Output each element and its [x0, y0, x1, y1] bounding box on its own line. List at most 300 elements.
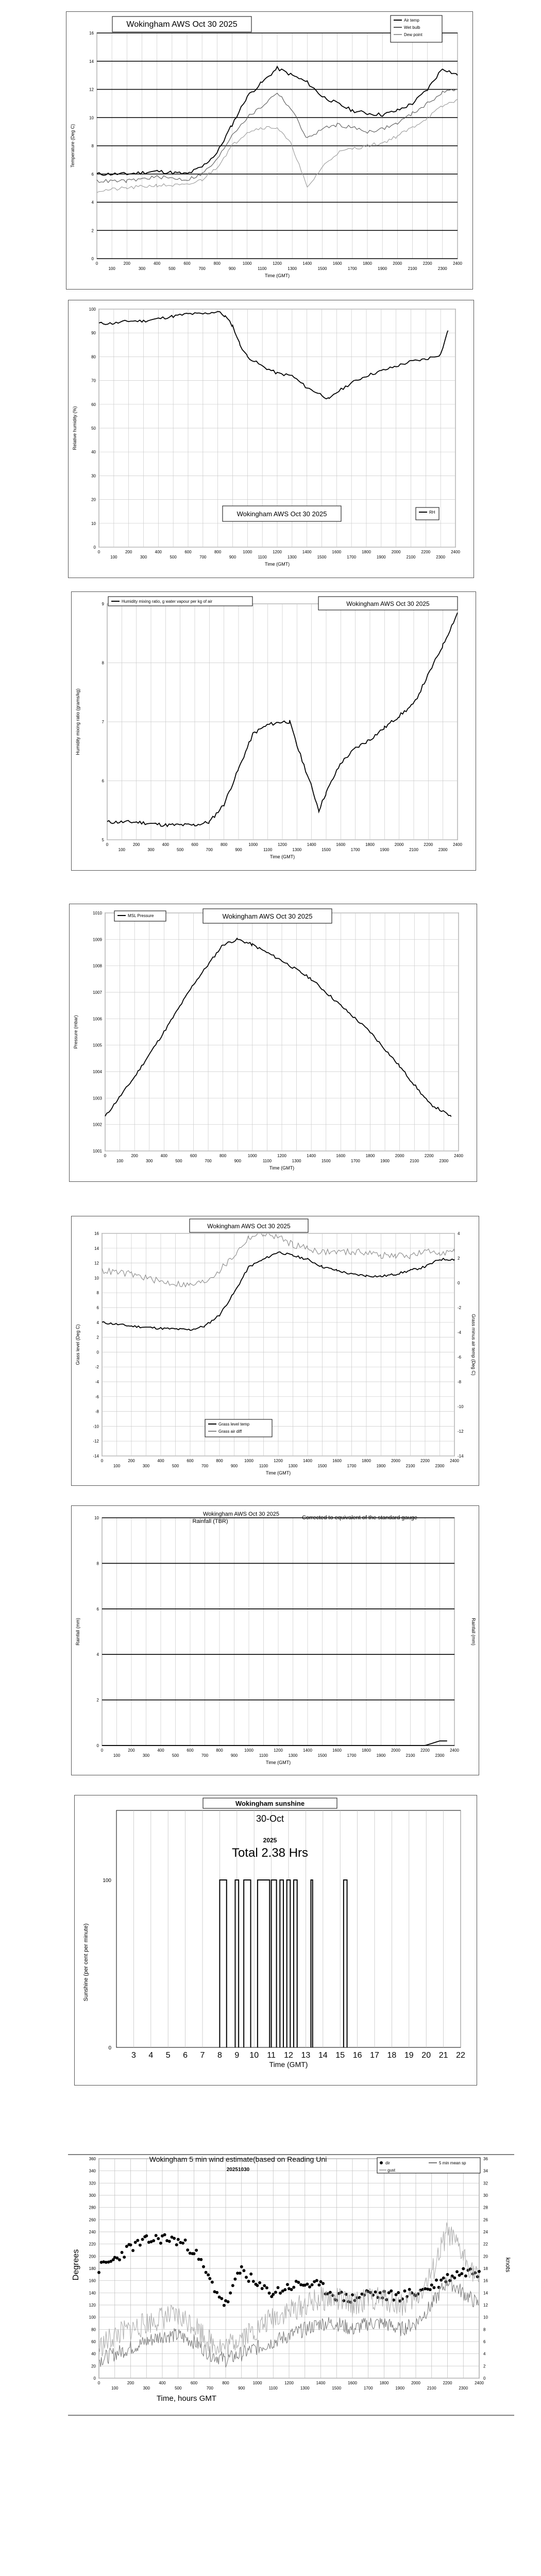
- x-tick-label: 200: [125, 550, 132, 554]
- direction-point: [247, 2280, 250, 2283]
- direction-point: [435, 2279, 438, 2282]
- y-tick-label: 240: [89, 2230, 96, 2234]
- y-tick-label: 100: [89, 2315, 96, 2320]
- x-tick-label: 1800: [365, 1154, 375, 1158]
- direction-point: [184, 2239, 187, 2242]
- x-tick-label: 1800: [362, 1459, 371, 1463]
- direction-point: [249, 2273, 252, 2276]
- x-tick-label: 500: [172, 1753, 179, 1758]
- y-tick-label: 0: [96, 1350, 99, 1355]
- y-tick-label: 1008: [93, 963, 102, 969]
- y2-tick-label: 10: [483, 2315, 488, 2320]
- direction-point: [223, 2304, 226, 2307]
- y2-axis-label: knots: [504, 2257, 512, 2273]
- direction-point: [256, 2284, 259, 2287]
- y2-tick-label: 34: [483, 2168, 488, 2174]
- direction-point: [168, 2240, 171, 2243]
- x-tick-label: 2200: [420, 1459, 430, 1463]
- x-tick-label: 400: [153, 261, 161, 266]
- direction-point: [446, 2273, 449, 2276]
- x-tick-label: 1100: [258, 266, 267, 271]
- x-tick-label: 2400: [450, 1748, 459, 1753]
- direction-point: [460, 2272, 463, 2275]
- x-tick-label: 7: [200, 2051, 205, 2060]
- y-tick-label: 2: [91, 228, 94, 233]
- y-tick-label: 1007: [93, 990, 102, 995]
- x-tick-label: 11: [267, 2051, 276, 2060]
- direction-point: [195, 2249, 198, 2252]
- x-tick-label: 400: [155, 550, 162, 554]
- direction-point: [152, 2239, 155, 2242]
- x-tick-label: 2300: [436, 555, 446, 560]
- x-tick-label: 1200: [278, 842, 287, 847]
- y-tick-label: 70: [91, 378, 96, 383]
- y2-axis-label: Grass minus air temp (Deg C): [471, 1314, 476, 1376]
- direction-point: [173, 2237, 176, 2240]
- y2-tick-label: 26: [483, 2217, 488, 2223]
- x-tick-label: 1300: [292, 1159, 301, 1163]
- y2-tick-label: 28: [483, 2205, 488, 2210]
- direction-point: [453, 2276, 456, 2279]
- x-tick-label: 1400: [303, 1459, 312, 1463]
- sunshine-chart-panel: [74, 1795, 477, 2086]
- x-tick-label: 2400: [454, 1154, 463, 1158]
- direction-point: [277, 2286, 280, 2289]
- y-tick-label: 16: [89, 31, 94, 36]
- x-tick-label: 200: [128, 1748, 135, 1753]
- direction-point: [131, 2249, 134, 2252]
- y-tick-label: 40: [91, 450, 96, 455]
- y-tick-label: 9: [102, 602, 104, 606]
- x-tick-label: 400: [162, 842, 170, 847]
- direction-point: [193, 2252, 196, 2255]
- direction-point: [202, 2265, 205, 2268]
- x-tick-label: 500: [168, 266, 176, 271]
- y2-tick-label: 4: [483, 2351, 486, 2357]
- y-tick-label: 300: [89, 2193, 96, 2198]
- y-axis-label: Temperature (Deg C): [70, 124, 75, 168]
- chart-title: Wokingham sunshine: [235, 1800, 305, 1807]
- x-tick-label: 1600: [348, 2381, 357, 2385]
- x-tick-label: 2400: [451, 550, 460, 554]
- direction-point: [455, 2270, 459, 2273]
- x-tick-label: 2300: [435, 1464, 445, 1468]
- y-tick-label: 6: [91, 172, 94, 177]
- x-tick-label: 100: [116, 1159, 124, 1163]
- x-tick-label: 800: [220, 842, 228, 847]
- x-tick-label: 1500: [321, 1159, 331, 1163]
- legend-label: Air temp: [404, 18, 419, 23]
- x-tick-label: 100: [113, 1464, 121, 1468]
- x-tick-label: 1900: [378, 266, 387, 271]
- x-tick-label: 1300: [288, 1753, 298, 1758]
- direction-point: [145, 2234, 148, 2238]
- direction-point: [322, 2282, 325, 2285]
- x-tick-label: 300: [146, 1159, 153, 1163]
- x-tick-label: 1900: [376, 1464, 386, 1468]
- y-tick-label: 340: [89, 2168, 96, 2174]
- direction-point: [397, 2291, 400, 2294]
- y-tick-label: 8: [96, 1561, 99, 1566]
- x-tick-label: 200: [123, 261, 131, 266]
- direction-point: [429, 2288, 432, 2291]
- x-tick-label: 700: [201, 1753, 209, 1758]
- x-tick-label: 6: [183, 2051, 188, 2060]
- chart-total: Total 2.38 Hrs: [231, 1846, 309, 1860]
- y-tick-label: -8: [95, 1409, 99, 1414]
- x-tick-label: 8: [217, 2051, 222, 2060]
- x-tick-label: 1700: [347, 555, 357, 560]
- legend-label: Humidity mixing ratio, g water vapour per kg of air: [122, 599, 213, 604]
- y2-tick-label: 0: [458, 1281, 460, 1285]
- y2-tick-label: -10: [458, 1404, 464, 1409]
- x-tick-label: 2300: [438, 848, 448, 852]
- x-tick-label: 1000: [247, 1154, 257, 1158]
- direction-point: [268, 2292, 271, 2295]
- y-axis-label: Relative humidity (%): [72, 406, 77, 450]
- direction-point: [340, 2291, 343, 2294]
- x-tick-label: 300: [138, 266, 146, 271]
- y2-tick-label: 14: [483, 2291, 488, 2296]
- y2-tick-label: -4: [458, 1330, 462, 1335]
- y-tick-label: 80: [91, 354, 96, 360]
- chart-title: Wokingham AWS Oct 30 2025: [126, 20, 238, 29]
- x-tick-label: 0: [95, 261, 98, 266]
- y-tick-label: 8: [96, 1291, 99, 1296]
- x-tick-label: 2100: [409, 848, 418, 852]
- x-tick-label: 700: [201, 1464, 209, 1468]
- direction-point: [439, 2279, 443, 2282]
- x-tick-label: 100: [111, 2386, 119, 2391]
- x-tick-label: 600: [190, 1154, 197, 1158]
- x-tick-label: 2200: [421, 550, 431, 554]
- x-tick-label: 1800: [363, 261, 372, 266]
- x-tick-label: 2000: [395, 1154, 404, 1158]
- y2-tick-label: 24: [483, 2230, 488, 2234]
- direction-point: [175, 2243, 178, 2246]
- grass-temp-chart: [71, 1216, 479, 1486]
- direction-point: [265, 2286, 268, 2290]
- chart-subtitle: Rainfall (TBR): [192, 1518, 228, 1524]
- y2-axis-label: Rainfall (mm): [471, 1618, 476, 1646]
- chart-title: Wokingham AWS Oct 30 2025: [346, 600, 430, 607]
- y2-tick-label: 16: [483, 2278, 488, 2283]
- rainfall-chart-panel: [71, 1505, 479, 1775]
- direction-point: [478, 2270, 481, 2273]
- x-axis-label: Time, hours GMT: [156, 2394, 217, 2403]
- x-tick-label: 1800: [365, 842, 375, 847]
- x-tick-label: 1200: [274, 1459, 283, 1463]
- x-tick-label: 1400: [307, 1154, 316, 1158]
- direction-point: [121, 2251, 124, 2254]
- x-tick-label: 800: [213, 261, 221, 266]
- x-tick-label: 2200: [443, 2381, 452, 2385]
- x-axis-label: Time (GMT): [269, 1165, 295, 1171]
- legend-label: Grass air diff: [218, 1429, 242, 1434]
- y-tick-label: 4: [96, 1320, 99, 1325]
- y-tick-label: 14: [89, 59, 94, 64]
- y-tick-label: 0: [108, 2045, 111, 2051]
- y-tick-label: 1006: [93, 1016, 102, 1022]
- x-tick-label: 1400: [302, 550, 312, 554]
- x-tick-label: 2200: [424, 1154, 434, 1158]
- chart-title: Wokingham AWS Oct 30 2025: [207, 1223, 291, 1230]
- x-tick-label: 600: [190, 2381, 198, 2385]
- wind-chart-panel: [68, 2151, 514, 2419]
- y-axis-label: Rainfall (mm): [75, 1618, 80, 1646]
- legend-label: Grass level temp: [218, 1422, 250, 1427]
- direction-point: [177, 2238, 180, 2241]
- x-tick-label: 500: [176, 848, 184, 852]
- x-tick-label: 400: [157, 1459, 164, 1463]
- direction-point: [207, 2274, 210, 2277]
- y-tick-label: 8: [102, 660, 104, 666]
- x-tick-label: 2300: [437, 266, 447, 271]
- x-tick-label: 2400: [453, 261, 462, 266]
- x-tick-label: 1900: [376, 555, 386, 560]
- y-tick-label: 4: [91, 200, 94, 205]
- direction-point: [469, 2267, 472, 2270]
- x-tick-label: 1400: [303, 1748, 312, 1753]
- direction-point: [155, 2234, 158, 2237]
- y-tick-label: 80: [91, 2327, 96, 2332]
- y-axis-label: Pressure (mbar): [73, 1015, 78, 1049]
- x-tick-label: 300: [142, 1464, 150, 1468]
- y2-tick-label: -12: [458, 1429, 464, 1434]
- x-tick-label: 700: [205, 1159, 212, 1163]
- x-tick-label: 2300: [459, 2386, 468, 2391]
- direction-point: [211, 2281, 214, 2284]
- y-tick-label: 1002: [93, 1122, 102, 1127]
- y-tick-label: 7: [102, 720, 104, 724]
- x-tick-label: 1500: [317, 266, 327, 271]
- direction-point: [297, 2281, 300, 2284]
- x-tick-label: 19: [404, 2051, 414, 2060]
- direction-point: [272, 2293, 275, 2296]
- x-tick-label: 1700: [350, 848, 360, 852]
- x-tick-label: 1200: [274, 1748, 283, 1753]
- x-tick-label: 1000: [244, 1459, 253, 1463]
- x-tick-label: 1500: [317, 1464, 327, 1468]
- x-tick-label: 1200: [277, 1154, 286, 1158]
- y2-tick-label: -8: [458, 1380, 462, 1384]
- x-tick-label: 2000: [391, 1459, 400, 1463]
- direction-point: [163, 2233, 166, 2236]
- x-tick-label: 1300: [287, 555, 297, 560]
- direction-point: [263, 2284, 266, 2287]
- x-axis-label: Time (GMT): [265, 1760, 291, 1765]
- y-tick-label: 10: [89, 115, 94, 121]
- x-tick-label: 1900: [380, 1159, 390, 1163]
- y-tick-label: 10: [91, 521, 96, 526]
- chart-subtitle: 20251030: [226, 2167, 250, 2173]
- x-tick-label: 1100: [268, 2386, 278, 2391]
- direction-point: [261, 2287, 264, 2290]
- x-tick-label: 1800: [379, 2381, 389, 2385]
- x-tick-label: 0: [100, 1459, 104, 1463]
- x-tick-label: 2100: [427, 2386, 436, 2391]
- x-tick-label: 1700: [363, 2386, 373, 2391]
- direction-point: [408, 2288, 411, 2291]
- x-tick-label: 900: [235, 848, 242, 852]
- y-tick-label: 220: [89, 2242, 96, 2247]
- y-tick-label: 40: [91, 2351, 96, 2357]
- x-tick-label: 1100: [259, 1464, 268, 1468]
- legend-label: Dew point: [404, 32, 422, 37]
- legend-label: dir: [385, 2161, 390, 2165]
- x-tick-label: 1800: [362, 550, 371, 554]
- mixing-ratio-chart: [71, 591, 476, 871]
- direction-point: [141, 2238, 144, 2241]
- x-tick-label: 1700: [347, 1464, 357, 1468]
- y-tick-label: 90: [91, 331, 96, 336]
- y-tick-label: 140: [89, 2291, 96, 2296]
- y-tick-label: 60: [91, 2340, 96, 2344]
- y-tick-label: 8: [91, 144, 94, 148]
- direction-point: [476, 2275, 479, 2278]
- x-tick-label: 4: [148, 2051, 154, 2060]
- y-tick-label: 160: [89, 2278, 96, 2283]
- direction-point: [351, 2293, 354, 2296]
- x-tick-label: 1000: [244, 1748, 253, 1753]
- x-tick-label: 2200: [422, 261, 432, 266]
- x-tick-label: 900: [230, 1753, 238, 1758]
- x-tick-label: 14: [318, 2051, 328, 2060]
- x-tick-label: 2400: [475, 2381, 484, 2385]
- y-tick-label: -4: [95, 1380, 99, 1384]
- x-tick-label: 2400: [453, 842, 462, 847]
- x-tick-label: 1900: [395, 2386, 405, 2391]
- grass-temp-chart-panel: [71, 1216, 479, 1486]
- x-tick-label: 1000: [243, 550, 252, 554]
- direction-point: [186, 2248, 189, 2251]
- x-tick-label: 1600: [336, 842, 346, 847]
- x-tick-label: 400: [159, 2381, 166, 2385]
- y-tick-label: -2: [95, 1365, 99, 1370]
- x-tick-label: 500: [172, 1464, 179, 1468]
- x-tick-label: 15: [335, 2051, 345, 2060]
- x-axis-label: Time (GMT): [264, 562, 290, 567]
- direction-point: [308, 2285, 311, 2289]
- y-axis-label: Sunshine (per cent per minute): [83, 1923, 89, 2002]
- rainfall-chart: [71, 1505, 479, 1775]
- y2-tick-label: 8: [483, 2327, 486, 2332]
- x-tick-label: 1300: [300, 2386, 310, 2391]
- x-tick-label: 900: [230, 1464, 238, 1468]
- x-tick-label: 300: [143, 2386, 150, 2391]
- x-tick-label: 200: [128, 1459, 135, 1463]
- x-tick-label: 9: [234, 2051, 240, 2060]
- legend-label: gust: [387, 2168, 396, 2173]
- x-tick-label: 2100: [405, 1753, 415, 1758]
- x-tick-label: 100: [113, 1753, 121, 1758]
- x-tick-label: 1500: [317, 1753, 327, 1758]
- legend-label: 5 min mean sp: [439, 2161, 466, 2165]
- y-axis-label: Degrees: [72, 2249, 80, 2281]
- y2-tick-label: 2: [483, 2364, 486, 2369]
- direction-point: [134, 2241, 137, 2244]
- y-tick-label: 100: [89, 307, 96, 312]
- y2-tick-label: -6: [458, 1355, 462, 1360]
- direction-point: [118, 2258, 121, 2261]
- y-tick-label: 280: [89, 2205, 96, 2210]
- x-tick-label: 3: [131, 2051, 136, 2060]
- pressure-chart: [69, 904, 477, 1182]
- y-tick-label: 4: [96, 1652, 99, 1657]
- chart-note: Corrected to equivalent of the standard gauge: [302, 1515, 417, 1521]
- direction-point: [159, 2242, 162, 2245]
- x-tick-label: 600: [187, 1748, 194, 1753]
- x-tick-label: 2000: [411, 2381, 420, 2385]
- x-tick-label: 1000: [252, 2381, 262, 2385]
- legend-swatch: [380, 2161, 383, 2164]
- x-tick-label: 800: [222, 2381, 229, 2385]
- x-tick-label: 700: [206, 2386, 213, 2391]
- x-tick-label: 0: [97, 2381, 100, 2385]
- direction-point: [245, 2276, 248, 2279]
- x-tick-label: 1700: [351, 1159, 360, 1163]
- y2-tick-label: 36: [483, 2157, 488, 2161]
- x-tick-label: 1600: [332, 1459, 342, 1463]
- x-tick-label: 1200: [284, 2381, 294, 2385]
- y-tick-label: 20: [91, 497, 96, 502]
- x-tick-label: 200: [127, 2381, 134, 2385]
- x-tick-label: 2200: [420, 1748, 430, 1753]
- x-tick-label: 1200: [273, 550, 282, 554]
- x-tick-label: 12: [284, 2051, 293, 2060]
- chart-subtitle: 30-Oct: [256, 1814, 284, 1824]
- y-tick-label: 0: [91, 257, 94, 261]
- x-tick-label: 300: [142, 1753, 150, 1758]
- y-axis-label: Grass level (Deg C): [75, 1324, 80, 1365]
- x-tick-label: 17: [370, 2051, 379, 2060]
- direction-point: [240, 2265, 243, 2268]
- y-tick-label: -12: [93, 1439, 99, 1444]
- direction-point: [315, 2279, 318, 2282]
- direction-point: [231, 2284, 234, 2287]
- x-tick-label: 300: [140, 555, 147, 560]
- x-tick-label: 900: [238, 2386, 245, 2391]
- y-tick-label: -14: [93, 1454, 99, 1459]
- x-tick-label: 1000: [242, 261, 252, 266]
- x-tick-label: 1500: [332, 2386, 342, 2391]
- chart-year: 2025: [263, 1837, 277, 1844]
- x-axis-label: Time (GMT): [269, 2060, 308, 2069]
- x-tick-label: 2000: [393, 261, 402, 266]
- x-tick-label: 0: [106, 842, 109, 847]
- y-tick-label: 12: [94, 1261, 99, 1266]
- y-tick-label: 1001: [93, 1149, 102, 1154]
- y-tick-label: 260: [89, 2217, 96, 2223]
- x-tick-label: 400: [157, 1748, 164, 1753]
- direction-point: [205, 2271, 208, 2274]
- x-tick-label: 1600: [332, 550, 342, 554]
- legend-label: Wet bulb: [404, 25, 420, 30]
- direction-point: [432, 2286, 435, 2289]
- direction-point: [274, 2291, 277, 2294]
- legend-box: [416, 507, 439, 520]
- y-tick-label: 14: [94, 1246, 99, 1251]
- x-tick-label: 1400: [316, 2381, 326, 2385]
- x-tick-label: 800: [216, 1748, 223, 1753]
- x-tick-label: 22: [456, 2051, 465, 2060]
- direction-point: [464, 2275, 467, 2278]
- x-tick-label: 2000: [391, 1748, 400, 1753]
- x-tick-label: 1600: [336, 1154, 346, 1158]
- x-tick-label: 600: [184, 550, 192, 554]
- x-tick-label: 100: [108, 266, 115, 271]
- direction-point: [381, 2296, 384, 2299]
